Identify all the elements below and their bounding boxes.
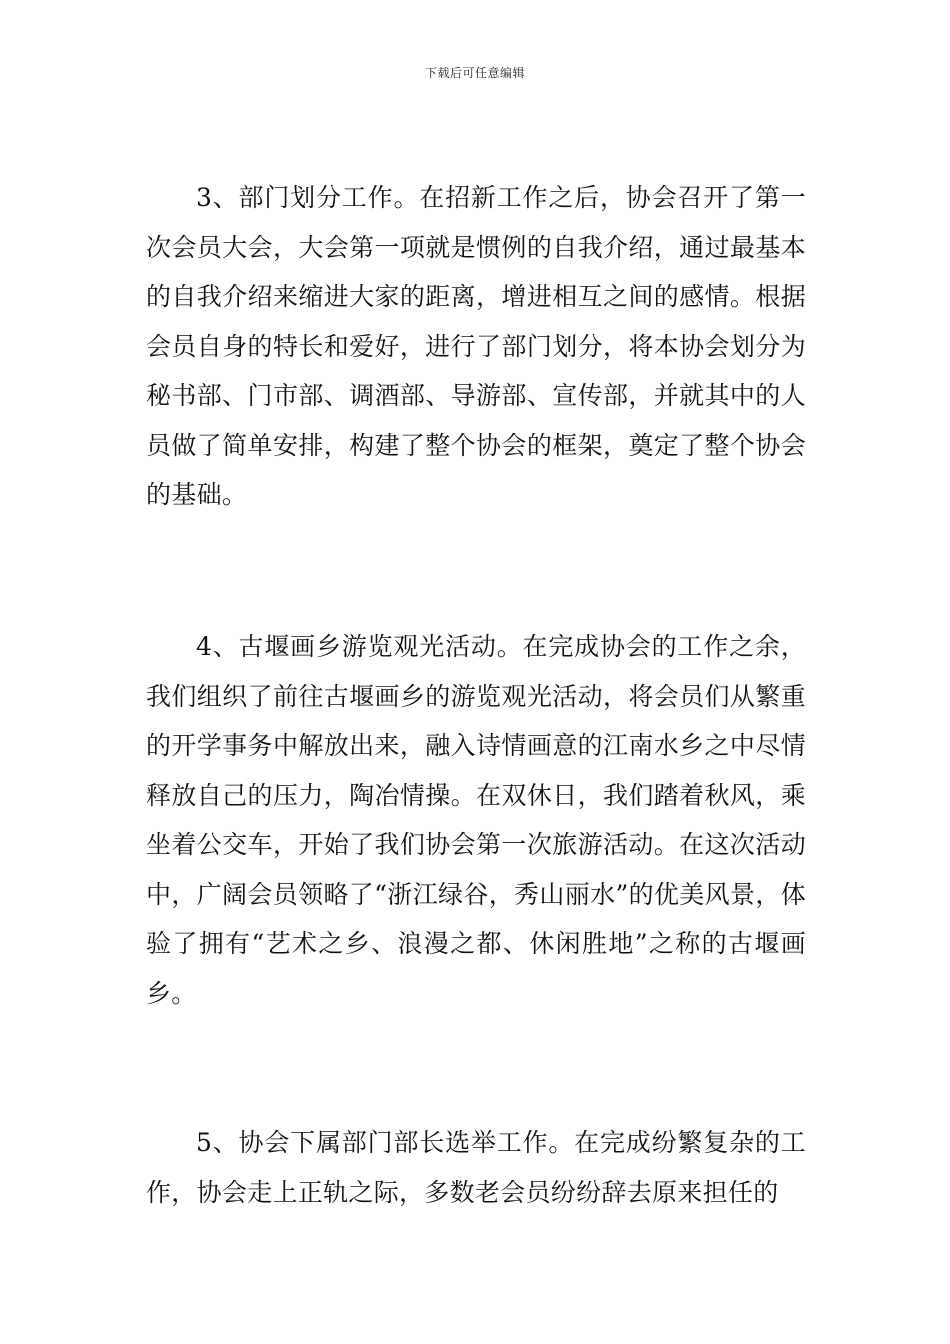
page-header-note: 下载后可任意编辑	[424, 66, 525, 80]
paragraph-department-division: 3、部门划分工作。在招新工作之后，协会召开了第一次会员大会，大会第一项就是惯例的自我介绍，通过最基本的自我介绍来缩进大家的距离，增进相互之间的感情。根据会员自身的特长和爱好，进行了部门划分，将本协会划分为秘书部、门市部、调酒部、导游部、宣传部，并就其中的人员做了简单安排，构建了整个协会的框架，奠定了整个协会的基础。	[146, 183, 806, 509]
paragraph-minister-election: 5、协会下属部门部长选举工作。在完成纷繁复杂的工作，协会走上正轨之际，多数老会员纷纷辞去原来担任的	[146, 1128, 806, 1207]
paragraph-sightseeing-activity: 4、古堰画乡游览观光活动。在完成协会的工作之余，我们组织了前往古堰画乡的游览观光活动，将会员们从繁重的开学事务中解放出来，融入诗情画意的江南水乡之中尽情释放自己的压力，陶冶情操。在双休日，我们踏着秋风，乘坐着公交车，开始了我们协会第一次旅游活动。在这次活动中，广阔会员领略了“浙江绿谷，秀山丽水”的优美风景，体验了拥有“艺术之乡、浪漫之都、休闲胜地”之称的古堰画乡。	[146, 632, 806, 1008]
